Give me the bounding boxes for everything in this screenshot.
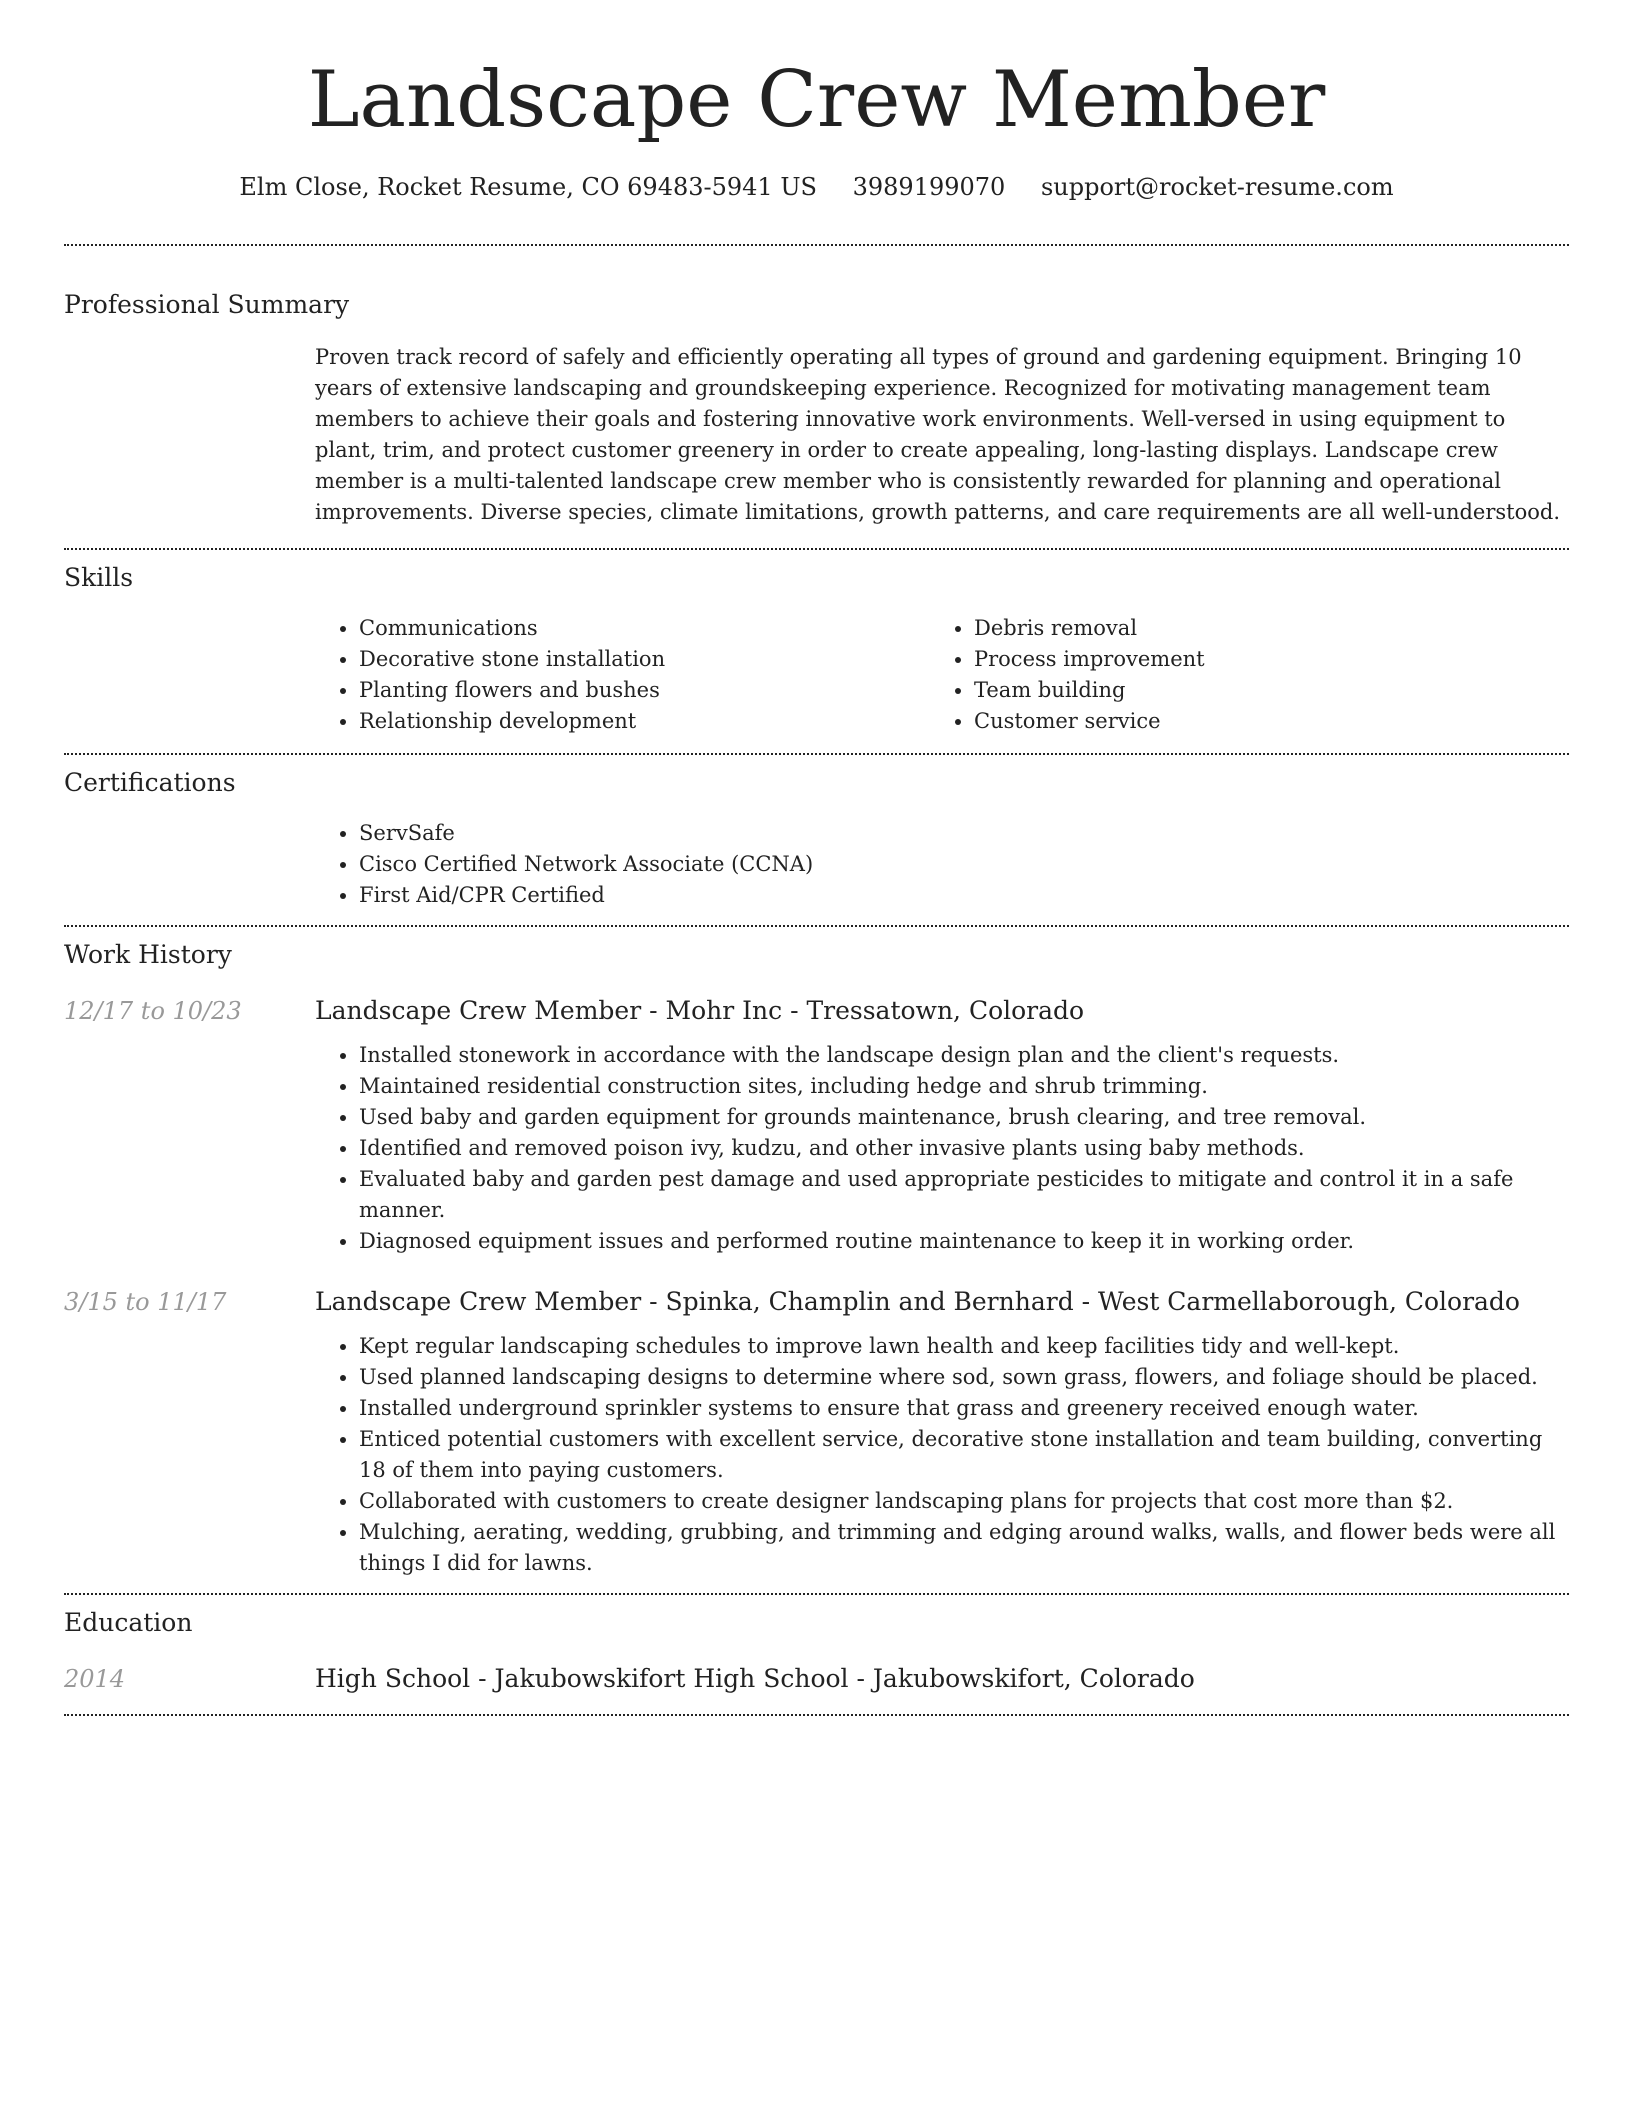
skill-item: • Team building bbox=[974, 675, 1545, 706]
skills-title: Skills bbox=[64, 563, 134, 592]
certifications-list bbox=[315, 818, 1569, 911]
skill-item: • Relationship development bbox=[359, 706, 930, 737]
skills-section bbox=[64, 561, 1569, 737]
summary-title: Professional Summary bbox=[64, 290, 350, 319]
contact-line bbox=[64, 170, 1569, 204]
skill-item: • Decorative stone installation bbox=[359, 644, 930, 675]
certification-item: • First Aid/CPR Certified bbox=[359, 880, 1569, 911]
job-entry bbox=[64, 1285, 1569, 1319]
resume-page bbox=[64, 0, 1569, 1716]
job-dates: 12/17 to 10/23 bbox=[64, 997, 242, 1025]
job-dates: 3/15 to 11/17 bbox=[64, 1288, 227, 1316]
divider bbox=[64, 925, 1569, 927]
certification-item: • Cisco Certified Network Associate (CCNA) bbox=[359, 849, 1569, 880]
job-bullet: • Collaborated with customers to create designer landscaping plans for projects that cost more than $2. bbox=[359, 1486, 1569, 1517]
skills-column-right bbox=[930, 613, 1545, 737]
job-bullet: • Mulching, aerating, wedding, grubbing, and trimming and edging around walks, walls, and flower beds were all things I did for lawns. bbox=[359, 1517, 1569, 1579]
contact-address: Elm Close, Rocket Resume, CO 69483-5941 US bbox=[239, 173, 817, 201]
job-bullets bbox=[315, 1040, 1569, 1257]
certifications-title: Certifications bbox=[64, 768, 236, 797]
skills-grid bbox=[315, 613, 1569, 737]
divider bbox=[64, 1593, 1569, 1595]
education-section bbox=[64, 1606, 1569, 1696]
skill-item: • Debris removal bbox=[974, 613, 1545, 644]
summary-text: Proven track record of safely and efficiently operating all types of ground and gardening equipment. Bringing 10 years of extensive landscaping and groundskeeping experience. Recognized for motivating management team members to achieve their goals and fostering innovative work environments. Well-versed in using equipment to plant, trim, and protect customer greenery in order to create appealing, long-lasting displays. Landscape crew member is a multi-talented landscape crew member who is consistently rewarded for planning and operational improvements. Diverse species, climate limitations, growth patterns, and care requirements are all well-understood. bbox=[315, 345, 1561, 524]
job-bullet: • Kept regular landscaping schedules to improve lawn health and keep facilities tidy and well-kept. bbox=[359, 1331, 1569, 1362]
job-bullet: • Evaluated baby and garden pest damage and used appropriate pesticides to mitigate and control it in a safe manner. bbox=[359, 1164, 1569, 1226]
job-heading: Landscape Crew Member - Spinka, Champlin and Bernhard - West Carmellaborough, Colorado bbox=[315, 1287, 1520, 1316]
education-heading: High School - Jakubowskifort High School - Jakubowskifort, Colorado bbox=[315, 1664, 1195, 1693]
education-year: 2014 bbox=[64, 1665, 126, 1693]
divider bbox=[64, 1714, 1569, 1716]
job-heading: Landscape Crew Member - Mohr Inc - Tressatown, Colorado bbox=[315, 996, 1085, 1025]
skill-item: • Process improvement bbox=[974, 644, 1545, 675]
job-bullet: • Enticed potential customers with excellent service, decorative stone installation and team building, converting 18 of them into paying customers. bbox=[359, 1424, 1569, 1486]
education-entry bbox=[64, 1662, 1569, 1696]
work-history-section bbox=[64, 938, 1569, 1579]
job-bullet: • Diagnosed equipment issues and performed routine maintenance to keep it in working order. bbox=[359, 1226, 1569, 1257]
skill-item: • Planting flowers and bushes bbox=[359, 675, 930, 706]
divider bbox=[64, 244, 1569, 246]
certification-item: • ServSafe bbox=[359, 818, 1569, 849]
job-bullet: • Used planned landscaping designs to determine where sod, sown grass, flowers, and foliage should be placed. bbox=[359, 1362, 1569, 1393]
job-entry bbox=[64, 994, 1569, 1028]
job-bullet: • Installed stonework in accordance with the landscape design plan and the client's requests. bbox=[359, 1040, 1569, 1071]
resume-name: Landscape Crew Member bbox=[307, 55, 1326, 145]
summary-section bbox=[64, 288, 1569, 528]
job-bullet: • Maintained residential construction sites, including hedge and shrub trimming. bbox=[359, 1071, 1569, 1102]
skill-item: • Customer service bbox=[974, 706, 1545, 737]
education-title: Education bbox=[64, 1608, 193, 1637]
certifications-section bbox=[64, 766, 1569, 911]
job-bullet: • Used baby and garden equipment for grounds maintenance, brush clearing, and tree removal. bbox=[359, 1102, 1569, 1133]
contact-email: support@rocket-resume.com bbox=[1040, 173, 1394, 201]
contact-phone: 3989199070 bbox=[852, 173, 1006, 201]
work-history-title: Work History bbox=[64, 940, 232, 969]
divider bbox=[64, 548, 1569, 550]
skill-item: • Communications bbox=[359, 613, 930, 644]
job-bullet: • Installed underground sprinkler systems to ensure that grass and greenery received enough water. bbox=[359, 1393, 1569, 1424]
divider bbox=[64, 753, 1569, 755]
skills-column-left bbox=[315, 613, 930, 737]
job-bullets bbox=[315, 1331, 1569, 1579]
job-bullet: • Identified and removed poison ivy, kudzu, and other invasive plants using baby methods. bbox=[359, 1133, 1569, 1164]
